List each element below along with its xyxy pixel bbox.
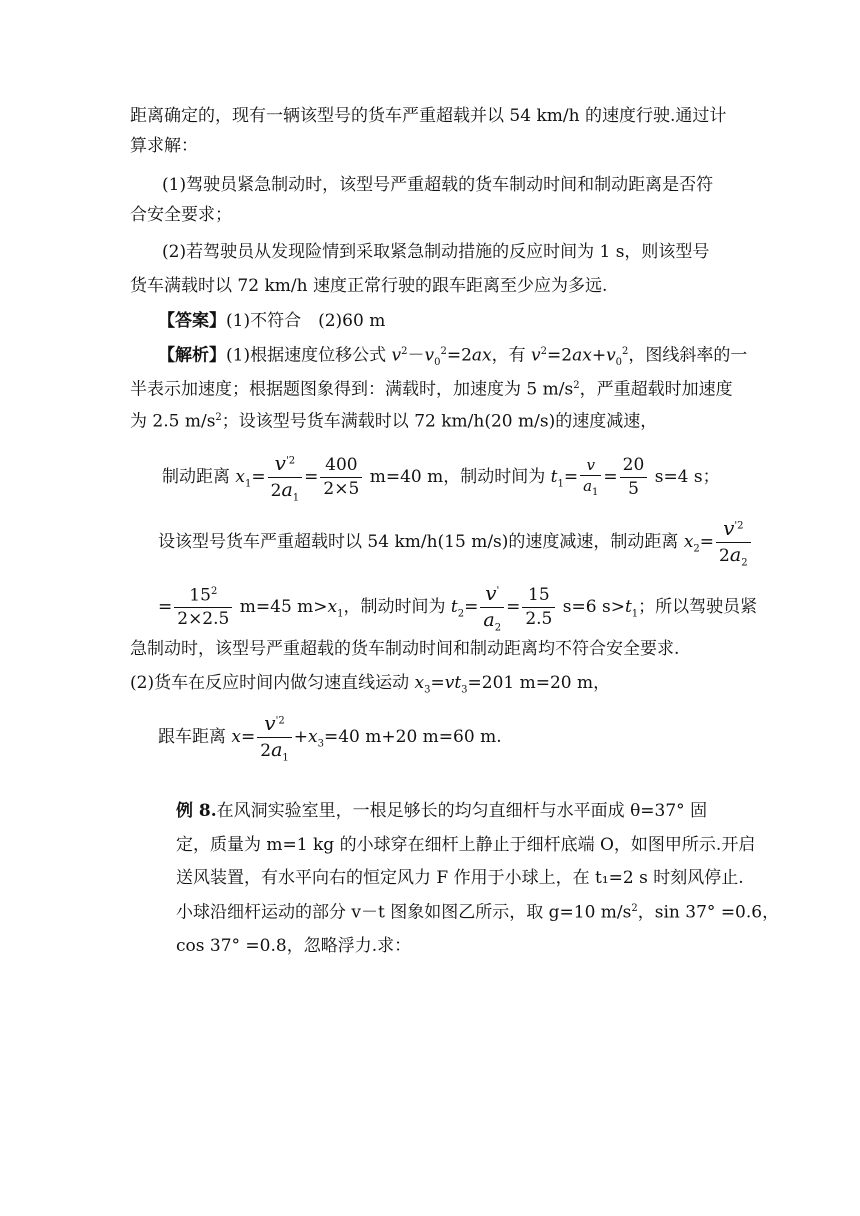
analysis-formula-line: 跟车距离 x= $\frac{v^{'2}}{2a_1}$ $+x_3=40$ m+20 m=60 m. — [158, 711, 502, 764]
fraction: $\frac{15}{2.5}$ — [522, 586, 555, 628]
example-8-line: 定，质量为 m=1 kg 的小球穿在细杆上静止于细杆底端 O，如图甲所示.开启 — [176, 835, 756, 855]
question-2-line: (2)若驾驶员从发现险情到采取紧急制动措施的反应时间为 1 s，则该型号 — [162, 242, 710, 262]
fraction: $\frac{v^{'2}}{2a_1}$ — [257, 712, 292, 763]
example-8-line: 小球沿细杆运动的部分 v－t 图象如图乙所示，取 g=10 $m/s^2$，sin 37° =0.6， — [176, 902, 780, 923]
example-8-line: cos 37° =0.8，忽略浮力.求： — [176, 936, 412, 956]
fraction: $\frac{v^{'2}}{2a_1}$ — [268, 452, 303, 503]
problem-text-line: 算求解： — [130, 136, 198, 156]
example-label: 例 8. — [176, 801, 217, 821]
answer-text: (1)不符合 (2)60 m — [226, 311, 386, 331]
example-8-line: 例 8.在风洞实验室里，一根足够长的均匀直细杆与水平面成 θ=37° 固 — [176, 801, 708, 821]
question-2-line: 货车满载时以 72 km/h 速度正常行驶的跟车距离至少应为多远. — [130, 276, 608, 296]
answer-label: 【答案】 — [158, 311, 226, 331]
problem-text-line: 距离确定的，现有一辆该型号的货车严重超载并以 54 km/h 的速度行驶.通过计 — [130, 106, 727, 126]
analysis-line: (2)货车在反应时间内做匀速直线运动 $x_3=vt_3=201$ m=20 m， — [130, 673, 611, 696]
analysis-formula-line: = $\frac{15^2}{2\times 2.5}$ m=45 $m>x_1$，制动时间为 $t_2=$ $\frac{v'}{a_2}$ = $\frac{15}{2.5}$ s=6 $s>t_1$；所以驾驶员紧 — [158, 581, 758, 634]
analysis-line: 【解析】(1)根据速度位移公式 $v^2-v_0^2=2ax$，有 $v^2=2ax+v_0^2$，图线斜率的一 — [158, 345, 748, 369]
analysis-line: 半表示加速度；根据题图象得到：满载时，加速度为 5 $m/s^2$，严重超载时加速度 — [130, 379, 733, 400]
analysis-formula-line: 制动距离 $x_1=$ $\frac{v^{'2}}{2a_1}$ = $\frac{400}{2\times 5}$ m=40 m，制动时间为 $t_1=$ $\frac{v}{a_1}$ = $\frac{20}{5}$ s=4 s； — [162, 451, 720, 504]
analysis-formula-line: 设该型号货车严重超载时以 54 km/h(15 m/s)的速度减速，制动距离 $x_2=$ $\frac{v^{'2}}{2a_2}$ — [158, 517, 753, 568]
question-1-line: 合安全要求； — [130, 205, 232, 225]
fraction: $\frac{400}{2\times 5}$ — [320, 456, 362, 498]
fraction: $\frac{20}{5}$ — [620, 456, 648, 498]
fraction: $\frac{v}{a_1}$ — [580, 457, 601, 499]
fraction: $\frac{15^2}{2\times 2.5}$ — [174, 586, 232, 629]
analysis-line: 为 2.5 $m/s^2$；设该型号货车满载时以 72 km/h(20 m/s)的速度减速， — [130, 411, 658, 432]
fraction: $\frac{v'}{a_2}$ — [480, 582, 504, 633]
question-1-line: (1)驾驶员紧急制动时，该型号严重超载的货车制动时间和制动距离是否符 — [162, 175, 714, 195]
fraction: $\frac{v^{'2}}{2a_2}$ — [716, 517, 751, 568]
analysis-label: 【解析】 — [158, 345, 226, 366]
analysis-line: 急制动时，该型号严重超载的货车制动时间和制动距离均不符合安全要求. — [130, 639, 680, 659]
example-8-line: 送风装置，有水平向右的恒定风力 F 作用于小球上，在 t₁=2 s 时刻风停止. — [176, 868, 744, 888]
answer-line — [158, 313, 385, 330]
